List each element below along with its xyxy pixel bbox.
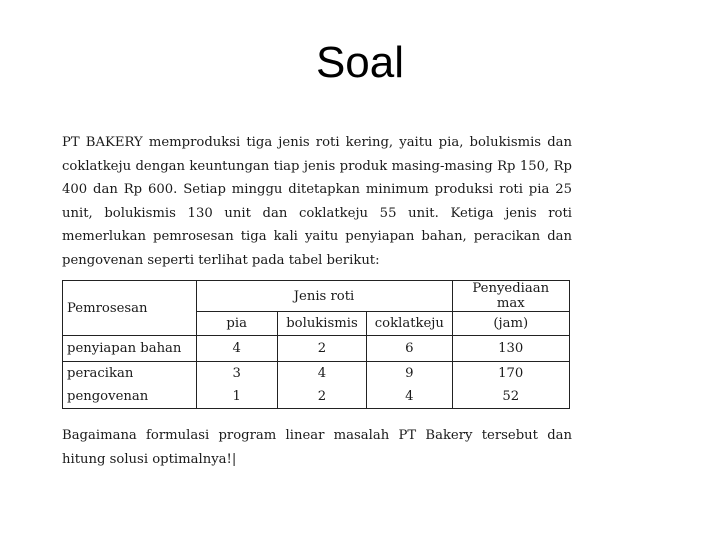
process-cell: penyiapan bahan <box>63 336 197 362</box>
problem-intro-paragraph: PT BAKERY memproduksi tiga jenis roti kering, yaitu pia, bolukismis dan coklatkeju dengan keuntungan tiap jenis produk masing-masing Rp 150, Rp 400 dan Rp 600. Setiap minggu ditetapkan minimum produksi roti pia 25 unit, bolukismis 130 unit dan coklatkeju 55 unit. Ketiga jenis roti memerlukan pemrosesan tiga kali yaitu penyiapan bahan, peracikan dan pengovenan seperti terlihat pada tabel berikut: <box>62 135 572 268</box>
process-cell: peracikan <box>63 362 197 386</box>
pia-cell: 1 <box>196 385 277 409</box>
table-header-row <box>63 281 570 312</box>
table-row <box>63 385 570 409</box>
process-cell: pengovenan <box>63 385 197 409</box>
header-process: Pemrosesan <box>63 281 197 336</box>
production-table <box>62 280 570 409</box>
bolukismis-cell: 4 <box>277 362 366 386</box>
header-bread-type: Jenis roti <box>196 281 452 312</box>
subheader-pia: pia <box>196 312 277 336</box>
coklatkeju-cell: 9 <box>367 362 452 386</box>
pia-cell: 4 <box>196 336 277 362</box>
capacity-cell: 170 <box>452 362 570 386</box>
coklatkeju-cell: 6 <box>367 336 452 362</box>
subheader-unit: (jam) <box>452 312 570 336</box>
coklatkeju-cell: 4 <box>367 385 452 409</box>
capacity-cell: 52 <box>452 385 570 409</box>
problem-question-paragraph: Bagaimana formulasi program linear masalah PT Bakery tersebut dan hitung solusi optimalnya!| <box>62 428 572 467</box>
header-capacity: Penyediaan max <box>452 281 570 312</box>
table-row <box>63 336 570 362</box>
slide-title: Soal <box>315 38 405 87</box>
table-row <box>63 362 570 386</box>
subheader-bolukismis: bolukismis <box>277 312 366 336</box>
bolukismis-cell: 2 <box>277 336 366 362</box>
bolukismis-cell: 2 <box>277 385 366 409</box>
subheader-coklatkeju: coklatkeju <box>367 312 452 336</box>
pia-cell: 3 <box>196 362 277 386</box>
capacity-cell: 130 <box>452 336 570 362</box>
